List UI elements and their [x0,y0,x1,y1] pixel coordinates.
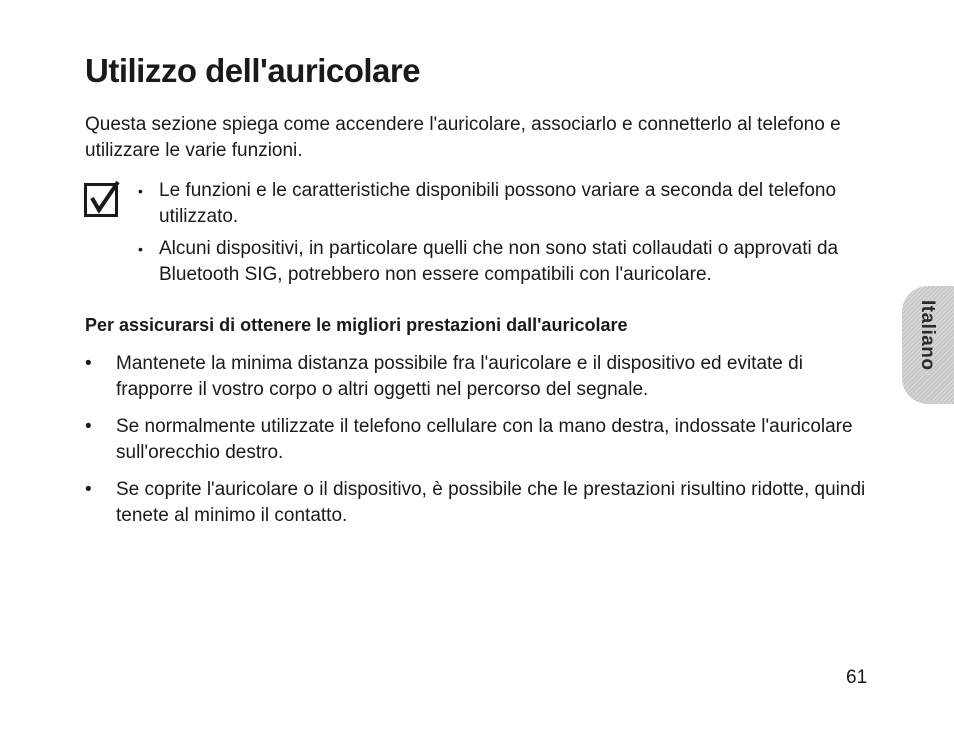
tip-text: Mantenete la minima distanza possibile fra l'auricolare e il dispositivo ed evitate di frapporre il vostro corpo o altri oggetti nel percorso del segnale. [116,353,803,400]
tip-item [85,477,885,529]
tip-item [85,351,885,403]
intro-paragraph: Questa sezione spiega come accendere l'auricolare, associarlo e connetterlo al telefono e utilizzare le varie funzioni. [85,114,841,161]
tip-text: Se coprite l'auricolare o il dispositivo, è possibile che le prestazioni risultino ridotte, quindi tenete al minimo il contatto. [116,479,866,526]
tips-list [85,351,885,540]
bullet: • [85,416,92,437]
note-text: Le funzioni e le caratteristiche disponibili possono variare a seconda del telefono utilizzato. [159,180,837,227]
bullet: • [138,241,143,257]
language-tab [902,286,954,404]
tip-item [85,414,885,466]
page-title: Utilizzo dell'auricolare [85,52,421,89]
tip-text: Se normalmente utilizzate il telefono cellulare con la mano destra, indossate l'auricolare sull'orecchio destro. [116,416,853,463]
page-number: 61 [846,667,868,688]
note-text: Alcuni dispositivi, in particolare quelli che non sono stati collaudati o approvati da Bluetooth SIG, potrebbero non essere compatibili con l'auricolare. [159,238,839,285]
note-item [138,236,878,288]
bullet: • [138,183,143,199]
note-list [138,178,878,294]
section-subheading: Per assicurarsi di ottenere le migliori prestazioni dall'auricolare [85,315,628,335]
note-item [138,178,878,230]
bullet: • [85,479,92,500]
checkbox-check-icon [84,180,120,218]
language-tab-label: Italiano [917,300,938,371]
bullet: • [85,353,92,374]
